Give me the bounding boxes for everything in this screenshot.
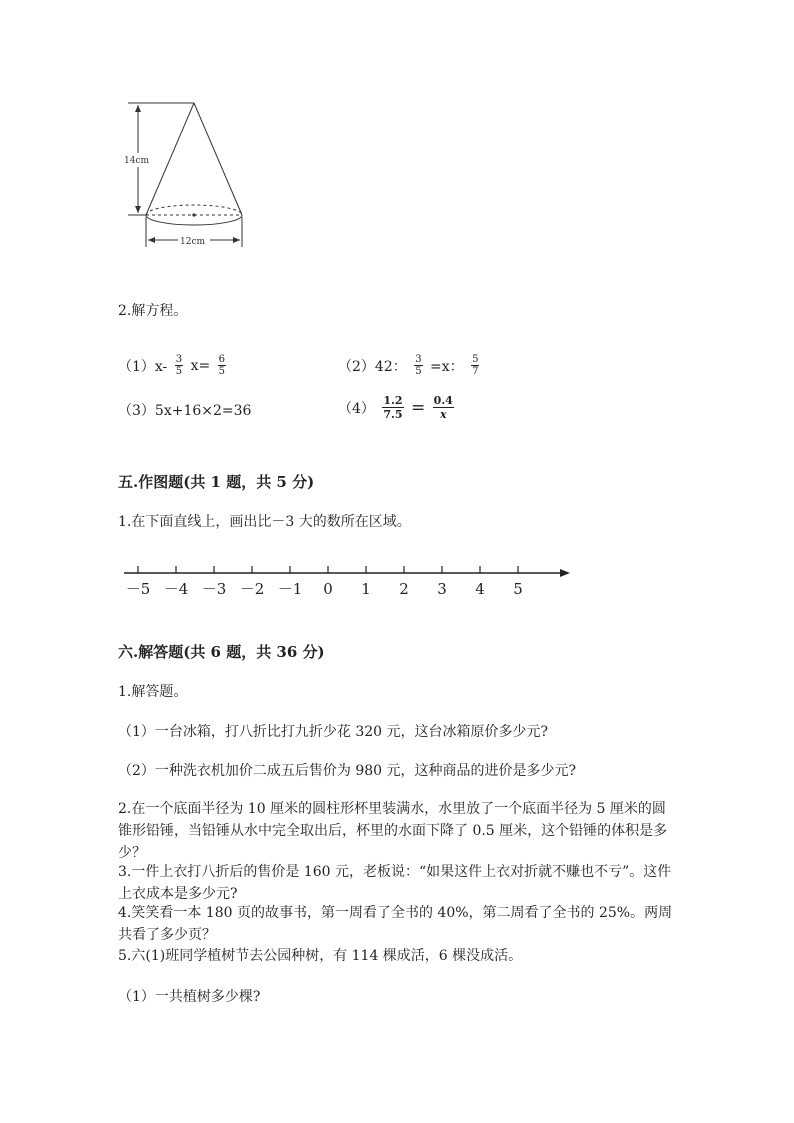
number-line-arrow [560,569,570,577]
height-arrow-top [135,105,141,112]
fraction: $\frac{5}{7}$ [472,354,479,377]
number-line-tick-label: －3 [201,580,227,598]
equation-2: （2）42： $\frac{3}{5}$ =x： $\frac{5}{7}$ [338,354,479,377]
question-1-part-1: （1）一台冰箱，打八折比打九折少花 320 元，这台冰箱原价多少元? [118,724,549,740]
fraction: $\frac{3}{5}$ [415,354,422,377]
width-arrow-right [233,237,240,243]
height-label: 14cm [124,156,150,166]
section-6-question-2: 2.在一个底面半径为 10 厘米的圆柱形杯里装满水，水里放了一个底面半径为 5 厘米的圆锥形铅锤，当铅锤从水中完全取出后，杯里的水面下降了 0.5 厘米，这个铅锤的体积是多少？ [118,801,668,861]
section-6-title: 六.解答题(共 6 题，共 36 分) [118,643,325,661]
cone-left-side [146,103,194,215]
fraction: $\frac{6}{5}$ [218,354,226,377]
fraction: $\frac{0.4}{x}$ [433,394,453,421]
section-6-question-4: 4.笑笑看一本 180 页的故事书，第一周看了全书的 40%，第二周看了全书的 25%。两周共看了多少页？ [118,905,673,943]
width-arrow-left [148,237,155,243]
number-line-tick-label: －4 [163,580,189,598]
section-6-question-5: 5.六(1)班同学植树节去公园种树，有 114 棵成活，6 棵没成活。 [118,948,523,964]
section-5-question-1: 1.在下面直线上，画出比－3 大的数所在区域。 [118,514,411,530]
section-6-question-3: 3.一件上衣打八折后的售价是 160 元，老板说：“如果这件上衣对折就不赚也不亏”。这件上衣成本是多少元? [118,864,672,902]
fraction: $\frac{3}{5}$ [175,354,183,377]
question-1-part-2: （2）一种洗衣机加价二成五后售价为 980 元，这种商品的进价是多少元? [118,763,577,779]
height-arrow-bottom [135,206,141,213]
number-line-tick-label: 1 [361,580,371,598]
base-center-dot [192,213,195,216]
number-line-tick-label: 4 [475,580,485,598]
equation-3: （3）5x+16×2=36 [118,403,252,419]
section-6-question-1: 1.解答题。 [118,684,188,700]
number-line-tick-label: 5 [513,580,523,598]
number-line-tick-label: －5 [125,580,151,598]
fraction: $\frac{1.2}{7.5}$ [383,394,403,421]
equation-4: （4） $\frac{1.2}{7.5}$ = $\frac{0.4}{x}$ [338,394,453,421]
section-5-title: 五.作图题(共 1 题，共 5 分) [118,473,315,491]
number-line [120,560,580,605]
cone-right-side [194,103,242,215]
number-line-tick-label: －1 [277,580,303,598]
number-line-tick-label: 3 [437,580,447,598]
question-5-part-1: （1）一共植树多少棵? [118,989,261,1005]
equation-1: （1）x- $\frac{3}{5}$ x= $\frac{6}{5}$ [118,354,226,377]
q2-title: 2.解方程。 [118,303,188,319]
number-line-tick-label: －2 [239,580,265,598]
cone-figure [118,95,258,255]
number-line-tick-label: 2 [399,580,409,598]
diameter-label: 12cm [180,237,206,247]
number-line-tick-label: 0 [323,580,333,598]
